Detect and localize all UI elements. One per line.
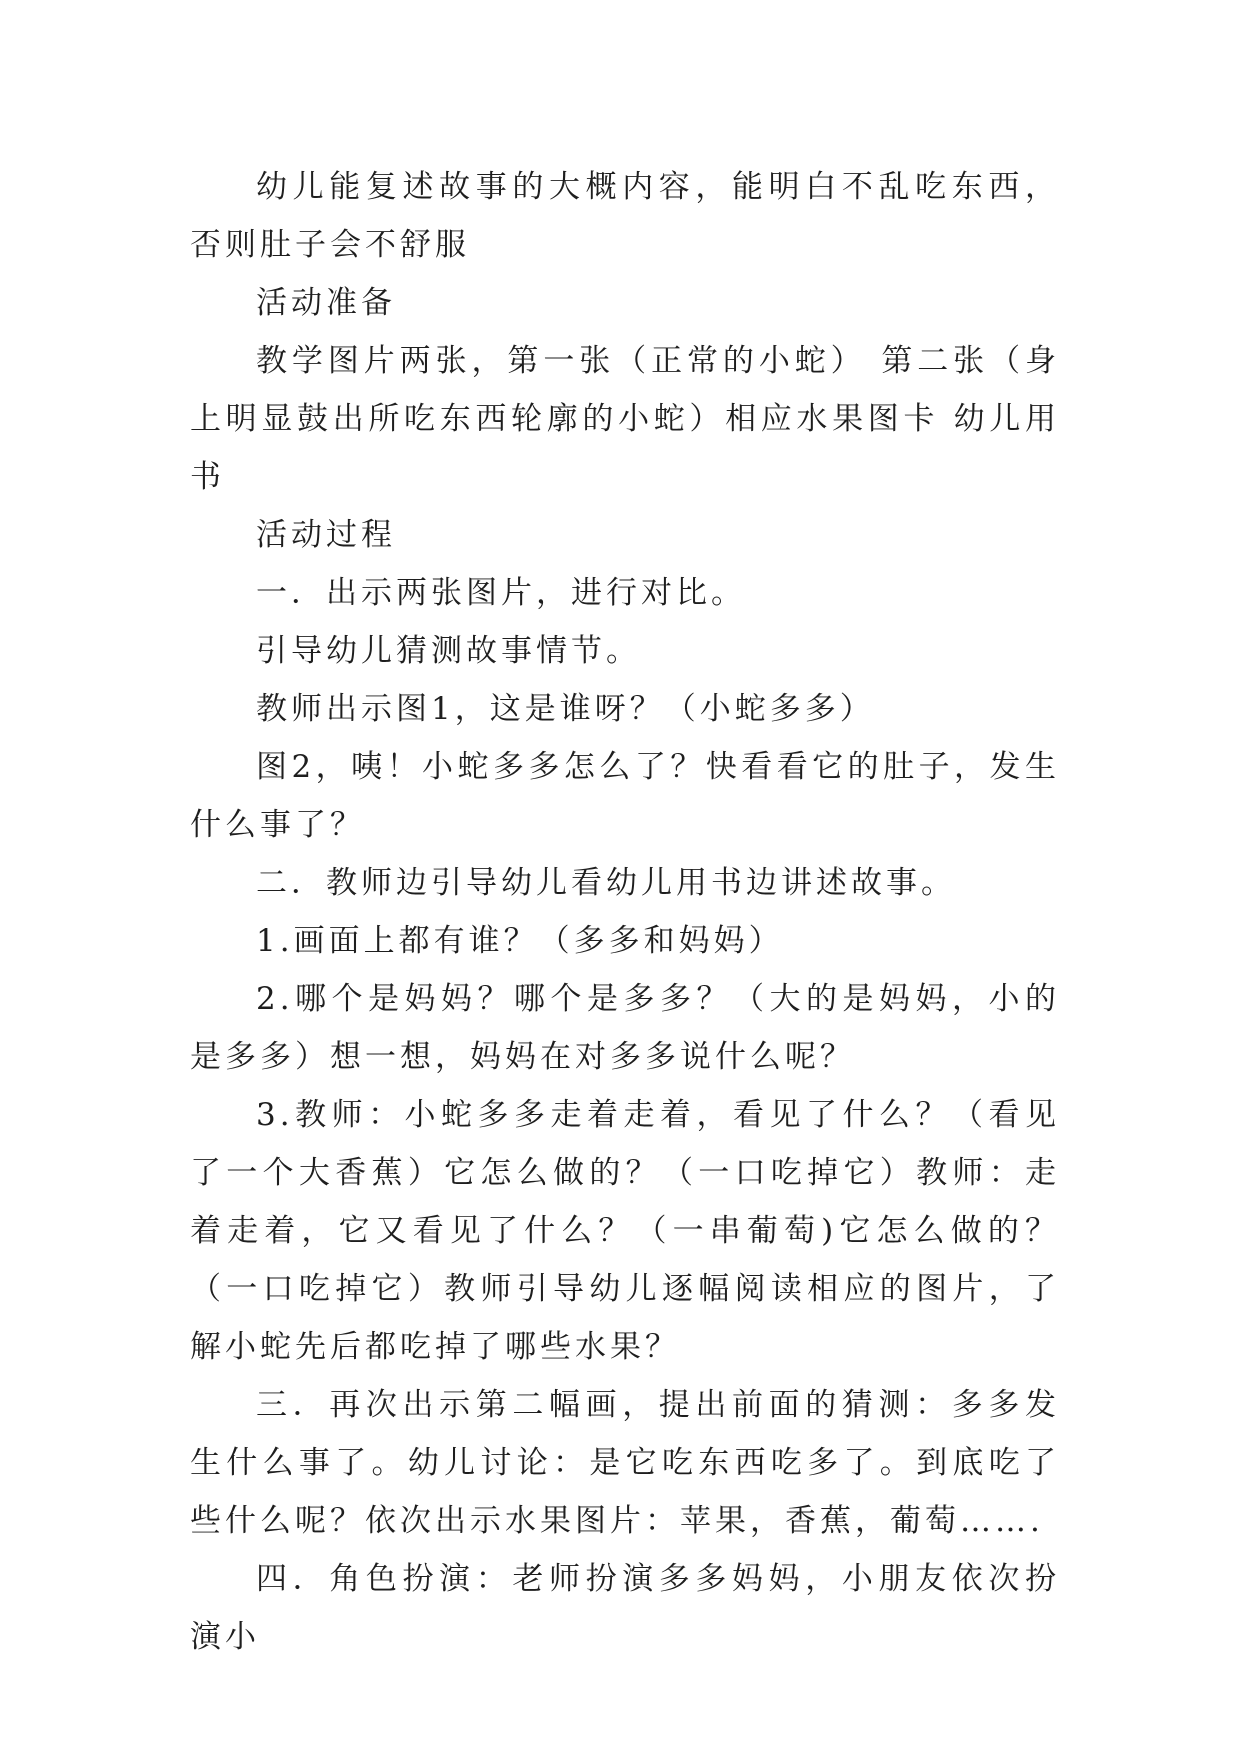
step-one-title: 一．出示两张图片，进行对比。 — [256, 575, 746, 611]
step-two-title: 二．教师边引导幼儿看幼儿用书边讲述故事。 — [256, 865, 956, 901]
paragraph-materials: 教学图片两张，第一张（正常的小蛇） 第二张（身上明显鼓出所吃东西轮廓的小蛇）相应水果图卡 幼儿用书 — [190, 343, 1060, 495]
question-two: 2.哪个是妈妈？哪个是多多？（大的是妈妈，小的是多多）想一想，妈妈在对多多说什么呢？ — [190, 981, 1060, 1075]
heading-preparation: 活动准备 — [256, 285, 396, 321]
step-four: 四．角色扮演：老师扮演多多妈妈，小朋友依次扮演小 — [190, 1561, 1060, 1655]
heading-process: 活动过程 — [256, 517, 396, 553]
question-one: 1.画面上都有谁？（多多和妈妈） — [256, 923, 784, 959]
document-page — [190, 158, 1060, 1666]
step-three: 三．再次出示第二幅画，提出前面的猜测：多多发生什么事了。幼儿讨论：是它吃东西吃多了。到底吃了些什么呢？依次出示水果图片：苹果，香蕉，葡萄……. — [190, 1387, 1060, 1539]
paragraph-objective: 幼儿能复述故事的大概内容，能明白不乱吃东西，否则肚子会不舒服 — [190, 169, 1060, 263]
paragraph-guide-guess: 引导幼儿猜测故事情节。 — [256, 633, 641, 669]
question-three: 3.教师：小蛇多多走着走着，看见了什么？（看见了一个大香蕉）它怎么做的？（一口吃掉它）教师：走着走着，它又看见了什么？（一串葡萄)它怎么做的？（一口吃掉它）教师引导幼儿逐幅阅读相应的图片，了解小蛇先后都吃掉了哪些水果？ — [190, 1097, 1060, 1365]
paragraph-figure-two: 图2，咦！小蛇多多怎么了？快看看它的肚子，发生什么事了？ — [190, 749, 1060, 843]
paragraph-figure-one: 教师出示图1，这是谁呀？（小蛇多多） — [256, 691, 875, 727]
